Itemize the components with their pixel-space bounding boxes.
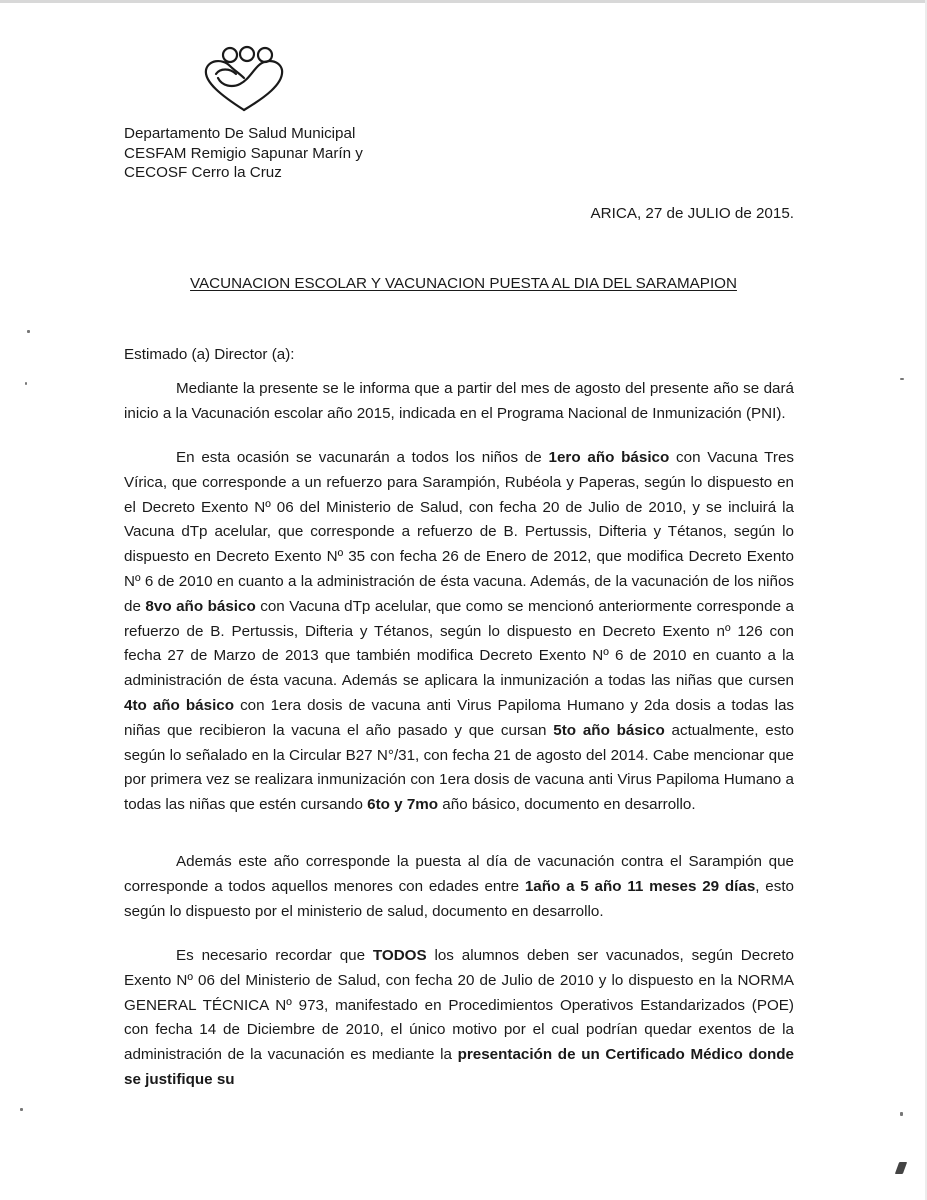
paragraph-text: Es necesario recordar que [176,947,373,964]
greeting: Estimado (a) Director (a): [124,346,295,363]
paragraph [124,446,794,818]
scan-top-edge [0,0,927,3]
paragraph-text: con 1era dosis de vacuna anti Virus Papiloma Humano y 2da dosis a todas las niñas que recibieron la vacuna el año pasado y que cursan [124,696,794,739]
paragraph [124,944,794,1093]
title-text: VACUNACION ESCOLAR Y VACUNACION PUESTA AL DIA DEL SARAMAPION [190,275,737,292]
bold-text: 8vo año básico [145,597,256,615]
letter-title [0,275,927,292]
letter-date: ARICA, 27 de JULIO de 2015. [590,205,794,222]
scan-speck [900,378,904,380]
bold-text: 1ero año básico [548,449,670,466]
scan-speck [27,330,30,333]
bold-text: 1año a 5 año 11 meses 29 días [524,877,756,895]
paragraph [124,850,794,924]
paragraph-text: En esta ocasión se vacunarán a todos los niños de [176,449,549,466]
institution-header [124,124,363,183]
paragraph-text: con Vacuna dTp acelular, que como se mencionó anteriormente corresponde a refuerzo de B. Pertussis, Difteria y Tétanos, según lo dispuesto en Decreto Exento nº 126 con fecha 27 de Marzo de 2013 que también modifica Decreto Exento Nº 6 de 2010 en cuanto a la administración de ésta vacuna. Además se aplicara la inmunización a todas las niñas que cursen [124,597,794,690]
header-line: Departamento De Salud Municipal [124,125,356,142]
scan-speck [895,1162,907,1174]
paragraph-text: año básico, documento en desarrollo. [438,796,696,814]
paragraph-text: los alumnos deben ser vacunados, según Decreto Exento Nº 06 del Ministerio de Salud, con fecha 20 de Julio de 2010 y lo dispuesto en la NORMA GENERAL TÉCNICA Nº 973, manifestado en Procedimientos Operativos Estandarizados (POE) con fecha 14 de Diciembre de 2010, el único motivo por el cual podrían quedar exentos de la administración de la vacunación es mediante la [124,947,794,1064]
bold-text: presentación de un Certificado Médico donde se justifique su [124,1046,794,1088]
header-line: CESFAM Remigio Sapunar Marín y [124,144,363,162]
scan-speck [900,1112,903,1116]
bold-text: TODOS [372,947,427,964]
header-line: CECOSF Cerro la Cruz [124,164,282,181]
scan-speck [20,1108,23,1111]
family-heart-logo-icon [200,44,288,116]
scan-speck [25,382,27,385]
paragraph-text: , esto según lo dispuesto por el ministerio de salud, documento en desarrollo. [124,877,794,920]
bold-text: 6to y 7mo [367,796,439,814]
paragraph-text: Además este año corresponde la puesta al día de vacunación contra el Sarampión que corresponde a todos aquellos menores con edades entre [124,853,794,895]
bold-text: 4to año básico [124,696,235,714]
paragraph: Mediante la presente se le informa que a partir del mes de agosto del presente año se dará inicio a la Vacunación escolar año 2015, indicada en el Programa Nacional de Inmunización (PNI). [124,380,794,422]
bold-text: 5to año básico [553,721,665,739]
paragraph-text: con Vacuna Tres Vírica, que corresponde a un refuerzo para Sarampión, Rubéola y Paperas, según lo dispuesto en el Decreto Exento Nº 06 del Ministerio de Salud, con fecha 20 de Julio de 2010, y se incluirá la Vacuna dTp acelular, que corresponde a refuerzo de B. Pertussis, Difteria y Tétanos, según lo dispuesto en Decreto Exento Nº 35 con fecha 26 de Enero de 2012, que modifica Decreto Exento Nº 6 de 2010 en cuanto a la administración de ésta vacuna. Además, de la vacunación de los niños de [124,449,794,615]
paragraph-text: actualmente, esto según lo señalado en la Circular B27 N°/31, con fecha 21 de agosto del 2014. Cabe mencionar que por primera vez se realizara inmunización con 1era dosis de vacuna anti Virus Papiloma Humano a todas las niñas que estén cursando [124,721,794,814]
